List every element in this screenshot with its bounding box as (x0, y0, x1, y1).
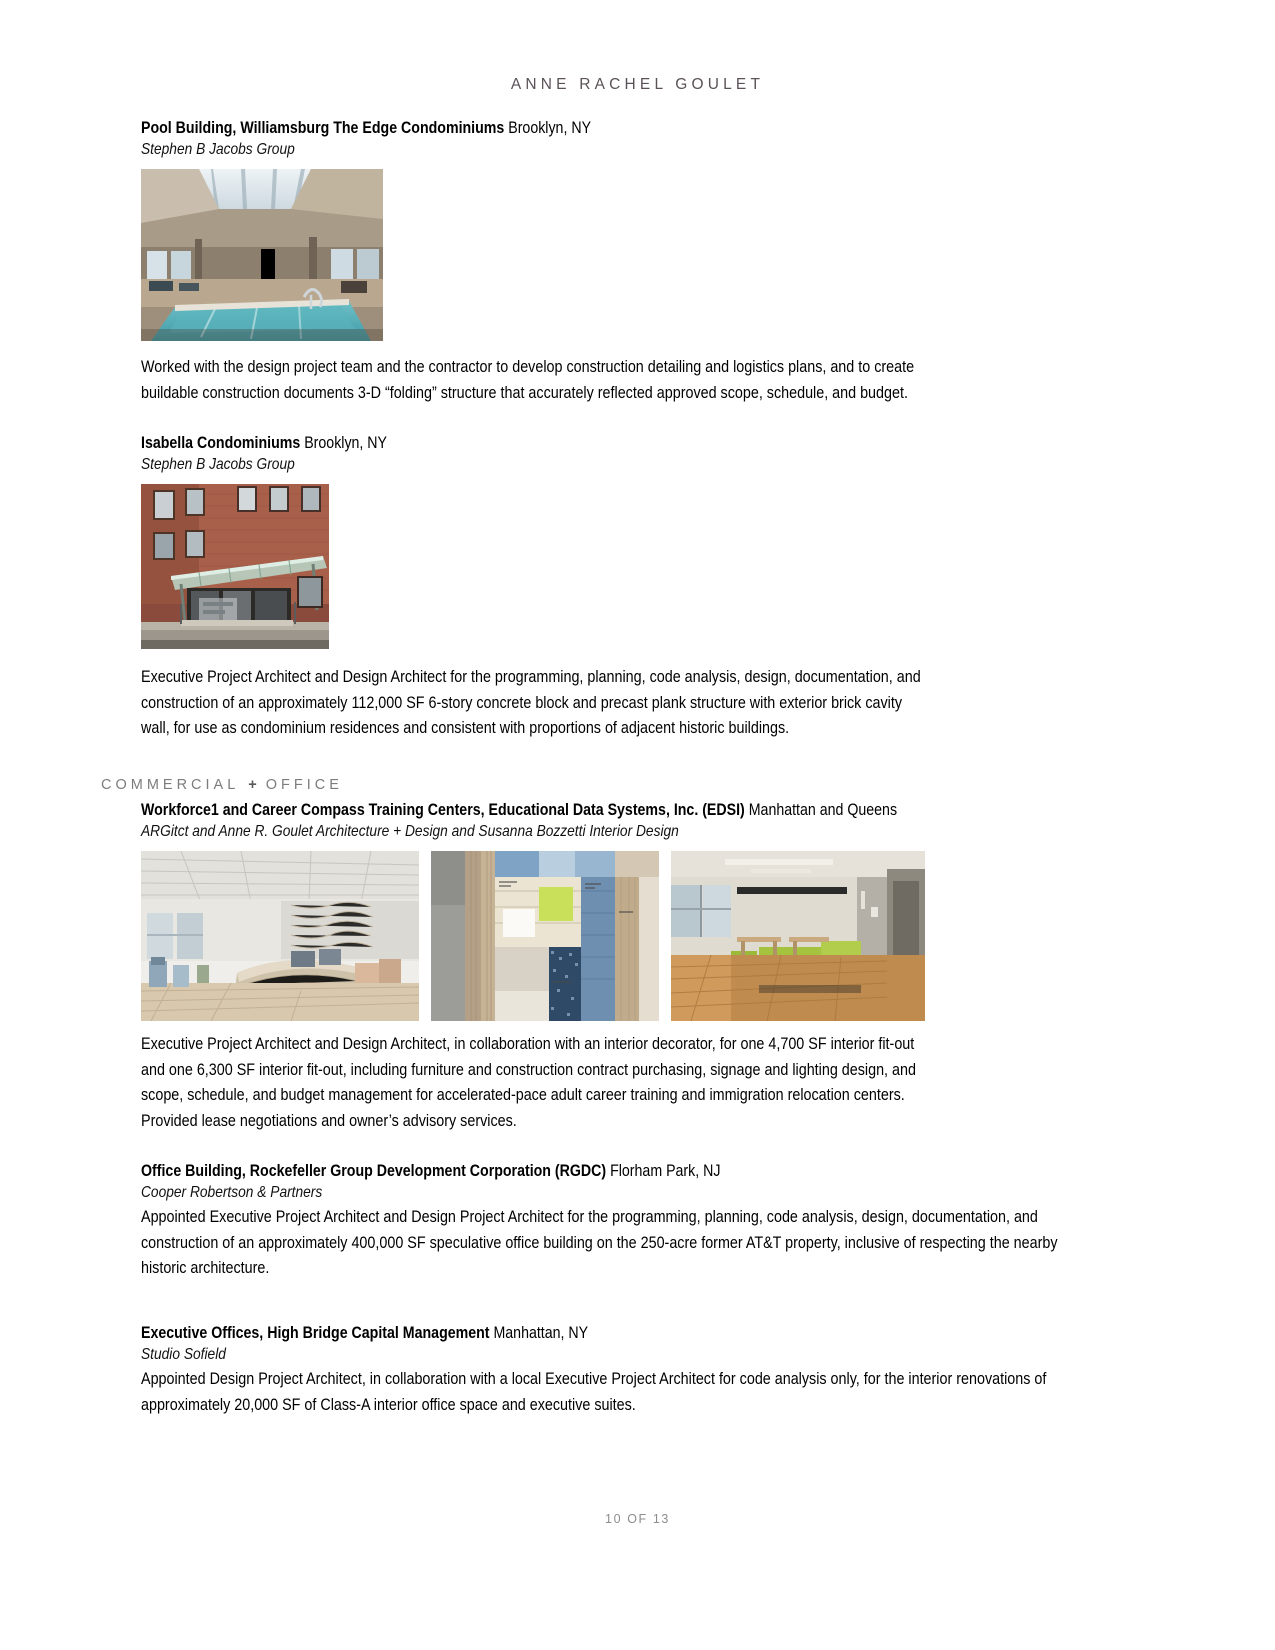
entry-body-high-bridge: Appointed Design Project Architect, in collaboration with a local Executive Project Architect for code analysis only, for the interior renovations of approximately 20,000 SF of Class-A interior office space and executive suites. (141, 1370, 1047, 1414)
entry-isabella (141, 432, 1041, 476)
entry-location: Manhattan, NY (489, 1324, 589, 1342)
photo-row-workforce1 (141, 851, 925, 1021)
photo-isabella-entrance (141, 484, 329, 649)
entry-location: Brooklyn, NY (504, 119, 592, 137)
photo-training-center-rendering (141, 851, 419, 1021)
entry-project-name: Workforce1 and Career Compass Training Centers, Educational Data Systems, Inc. (EDSI) (141, 801, 745, 819)
entry-firm: ARGitct and Anne R. Goulet Architecture + Design and Susanna Bozzetti Interior Design (141, 823, 679, 840)
plus-icon: + (248, 777, 257, 793)
photo-training-center-lounge (671, 851, 925, 1021)
entry-high-bridge (141, 1322, 1061, 1418)
photo-indoor-pool (141, 169, 383, 341)
pool-building-image (141, 169, 383, 341)
entry-title (141, 799, 1059, 821)
entry-location: Manhattan and Queens (744, 801, 898, 819)
entry-firm: Studio Sofield (141, 1346, 226, 1363)
entry-project-name: Office Building, Rockefeller Group Development Corporation (RGDC) (141, 1162, 607, 1180)
page-number-footer: 10 OF 13 (605, 1512, 670, 1526)
entry-project-name: Pool Building, Williamsburg The Edge Condominiums (141, 119, 505, 137)
section-label-commercial-office (101, 777, 343, 793)
entry-project-name: Executive Offices, High Bridge Capital Management (141, 1324, 490, 1342)
isabella-condominiums-image (141, 484, 329, 649)
entry-title (141, 1322, 1059, 1344)
document-header: ANNE RACHEL GOULET (510, 76, 765, 93)
section-label-part2: OFFICE (265, 777, 343, 793)
photo-material-sample-board (431, 851, 659, 1021)
entry-location: Florham Park, NJ (606, 1162, 721, 1180)
entry-title (141, 1160, 1059, 1182)
entry-workforce1 (141, 799, 1061, 843)
entry-rockefeller (141, 1160, 1061, 1282)
entry-firm: Stephen B Jacobs Group (141, 456, 295, 473)
entry-title (141, 432, 1039, 454)
entry-firm: Cooper Robertson & Partners (141, 1184, 323, 1201)
entry-location: Brooklyn, NY (300, 434, 388, 452)
entry-body-workforce1: Executive Project Architect and Design Architect, in collaboration with an interior decorator, for one 4,700 SF interior fit-out and one 6,300 SF interior fit-out, including furniture and construction contract purchasing, signage and lighting design, and scope, schedule, and budget management for accelerated-pace adult career training and immigration relocation centers. Provided lease negotiations and owner’s advisory services. (141, 1035, 916, 1130)
reception-desk-rendering-image (141, 851, 419, 1021)
entry-body-rockefeller: Appointed Executive Project Architect and Design Project Architect for the programming, planning, code analysis, design, documentation, and construction of an approximately 400,000 SF speculative office building on the 250-acre former AT&T property, inclusive of respecting the nearby historic architecture. (141, 1208, 1058, 1277)
entry-project-name: Isabella Condominiums (141, 434, 301, 452)
photo-row (141, 851, 925, 1021)
section-label-part1: COMMERCIAL (101, 777, 240, 793)
finish-sample-board-image (431, 851, 659, 1021)
entry-firm: Stephen B Jacobs Group (141, 141, 295, 158)
entry-body-isabella: Executive Project Architect and Design Architect for the programming, planning, code analysis, design, documentation, and construction of an approximately 112,000 SF 6-story concrete block and precast plank structure with exterior brick cavity wall, for use as condominium residences and consistent with proportions of adjacent historic buildings. (141, 668, 921, 737)
lounge-banquette-image (671, 851, 925, 1021)
entry-pool-building (141, 117, 1041, 161)
entry-body-pool-building: Worked with the design project team and the contractor to develop construction detailing and logistics plans, and to create buildable construction documents 3-D “folding” structure that accurately reflected approved scope, schedule, and budget. (141, 358, 915, 402)
entry-title (141, 117, 1039, 139)
